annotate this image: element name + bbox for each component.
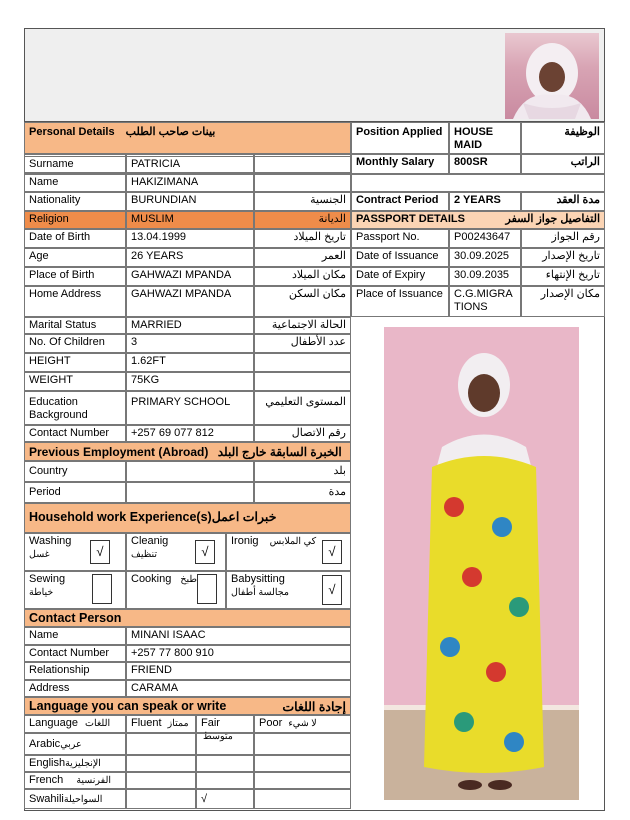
lang-header-fluent-ar: ممتاز	[167, 718, 189, 729]
expiry-date-value: 30.09.2035	[449, 267, 521, 286]
label-religion: Religion	[24, 211, 126, 229]
washing-ar: غسل	[29, 549, 50, 560]
lang-header-poor: Poor	[259, 717, 283, 729]
ironing-checkbox: √	[322, 540, 342, 564]
salary-label: Monthly Salary	[351, 154, 449, 174]
position-label: Position Applied	[351, 122, 449, 154]
washing-checkbox: √	[90, 540, 110, 564]
period-ar: مدة	[254, 482, 351, 503]
position-value: HOUSE MAID	[449, 122, 521, 154]
passport-no-value: P00243647	[449, 229, 521, 248]
lang-swahili-fluent	[126, 789, 196, 809]
label-nationality: Nationality	[24, 192, 126, 211]
ar-contact-number: رقم الاتصال	[254, 425, 351, 442]
sewing-checkbox	[92, 574, 112, 604]
label-surname: Surname	[24, 156, 126, 174]
previous-title: Previous Employment (Abroad)	[29, 445, 209, 459]
applicant-photo-full	[384, 327, 579, 800]
household-title-ar: خبرات اعمل	[211, 510, 277, 524]
issuance-place-label: Place of Issuance	[351, 286, 449, 317]
lang-header-poor-ar: لا شيء	[288, 718, 317, 729]
contract-ar: مدة العقد	[521, 192, 605, 211]
lang-french-fair	[196, 772, 254, 789]
household-cooking	[126, 571, 226, 609]
issuance-date-ar: تاريخ الإصدار	[521, 248, 605, 267]
passport-title: PASSPORT DETAILS	[356, 213, 465, 225]
babysitting-ar: مجالسة أطفال	[231, 587, 290, 598]
cooking-ar: طبخ	[180, 574, 197, 585]
contact-number-value: +257 77 800 910	[126, 645, 351, 662]
label-children: No. Of Children	[24, 334, 126, 353]
value-contact-number: +257 69 077 812	[126, 425, 254, 442]
expiry-date-label: Date of Expiry	[351, 267, 449, 286]
household-ironing	[226, 533, 351, 571]
label-home-address: Home Address	[24, 286, 126, 317]
label-dob: Date of Birth	[24, 229, 126, 248]
ar-pob: مكان الميلاد	[254, 267, 351, 286]
issuance-place-ar: مكان الإصدار	[521, 286, 605, 317]
lang-arabic: Arabic	[29, 738, 61, 750]
contract-label: Contract Period	[351, 192, 449, 211]
passport-no-ar: رقم الجواز	[521, 229, 605, 248]
salary-ar: الراتب	[521, 154, 605, 174]
personal-title-ar: بينات صاحب الطلب	[125, 126, 216, 138]
contact-name-label: Name	[24, 627, 126, 645]
lang-french-fluent	[126, 772, 196, 789]
value-name: HAKIZIMANA	[126, 174, 254, 192]
value-children: 3	[126, 334, 254, 353]
personal-title: Personal Details	[29, 126, 115, 138]
value-dob: 13.04.1999	[126, 229, 254, 248]
lang-header-language-ar: اللغات	[85, 718, 111, 729]
lang-header-language: Language	[29, 717, 78, 729]
label-pob: Place of Birth	[24, 267, 126, 286]
sewing-label: Sewing	[29, 573, 66, 585]
label-name: Name	[24, 174, 126, 192]
household-sewing	[24, 571, 126, 609]
value-pob: GAHWAZI MPANDA	[126, 267, 254, 286]
lang-header-fluent: Fluent	[131, 717, 162, 729]
passport-no-label: Passport No.	[351, 229, 449, 248]
value-age: 26 YEARS	[126, 248, 254, 267]
applicant-photo-small	[505, 33, 599, 119]
passport-title-ar: التفاصيل جواز السفر	[505, 213, 600, 225]
label-contact-number: Contact Number	[24, 425, 126, 442]
cooking-label: Cooking	[131, 573, 172, 585]
lang-english-fluent	[126, 755, 196, 772]
cleaning-ar: تنظيف	[131, 549, 158, 560]
lang-arabic-fair	[196, 733, 254, 755]
lang-english: English	[29, 757, 66, 769]
sewing-ar: خياطة	[29, 587, 54, 598]
position-ar: الوظيفة	[521, 122, 605, 154]
ar-education: المستوى التعليمي	[254, 391, 351, 425]
contact-number-label: Contact Number	[24, 645, 126, 662]
period-value	[126, 482, 254, 503]
lang-arabic-ar: عربي	[60, 739, 82, 750]
ar-home-address: مكان السكن	[254, 286, 351, 317]
value-weight: 75KG	[126, 372, 254, 391]
lang-swahili-fair: √	[196, 789, 254, 809]
country-value	[126, 461, 254, 482]
household-babysitting	[226, 571, 351, 609]
household-title: Household work Experience(s)	[29, 510, 212, 524]
lang-swahili: Swahili	[29, 793, 64, 805]
ar-dob: تاريخ الميلاد	[254, 229, 351, 248]
lang-french: French	[29, 774, 64, 786]
ar-age: العمر	[254, 248, 351, 267]
lang-arabic-fluent	[126, 733, 196, 755]
lang-header-fair: Fair	[201, 717, 220, 729]
contact-address-value: CARAMA	[126, 680, 351, 697]
value-nationality: BURUNDIAN	[126, 192, 254, 211]
babysitting-checkbox: √	[322, 575, 342, 605]
lang-header-fair-ar: متوسط	[203, 731, 233, 742]
value-marital: MARRIED	[126, 317, 254, 334]
value-surname: PATRICIA	[126, 156, 254, 174]
value-home-address: GAHWAZI MPANDA	[126, 286, 254, 317]
country-ar: بلد	[254, 461, 351, 482]
salary-value: 800SR	[449, 154, 521, 174]
ironing-ar: كي الملابس	[269, 536, 317, 547]
previous-title-ar: الخبرة السابقة خارج البلد	[217, 445, 342, 459]
language-title-ar: إجادة اللغات	[282, 700, 346, 714]
contact-relationship-value: FRIEND	[126, 662, 351, 680]
value-religion: MUSLIM	[126, 211, 254, 229]
contact-address-label: Address	[24, 680, 126, 697]
household-washing	[24, 533, 126, 571]
babysitting-label: Babysitting	[231, 573, 285, 585]
language-title: Language you can speak or write	[29, 699, 227, 713]
cleaning-checkbox: √	[195, 540, 215, 564]
label-weight: WEIGHT	[24, 372, 126, 391]
cleaning-label: Cleanig	[131, 535, 169, 547]
contact-relationship-label: Relationship	[24, 662, 126, 680]
ironing-label: Ironig	[231, 535, 259, 547]
lang-english-fair	[196, 755, 254, 772]
label-height: HEIGHT	[24, 353, 126, 372]
label-education: Education Background	[24, 391, 126, 425]
lang-english-ar: الإنجليزية	[65, 758, 101, 769]
issuance-date-value: 30.09.2025	[449, 248, 521, 267]
lang-french-ar: الفرنسية	[76, 775, 111, 786]
value-education: PRIMARY SCHOOL	[126, 391, 254, 425]
issuance-date-label: Date of Issuance	[351, 248, 449, 267]
contract-value: 2 YEARS	[449, 192, 521, 211]
contact-title: Contact Person	[24, 609, 351, 627]
ar-children: عدد الأطفال	[254, 334, 351, 353]
contact-name-value: MINANI ISAAC	[126, 627, 351, 645]
country-label: Country	[24, 461, 126, 482]
ar-religion: الديانة	[254, 211, 351, 229]
cooking-checkbox	[197, 574, 217, 604]
washing-label: Washing	[29, 535, 72, 547]
label-marital: Marital Status	[24, 317, 126, 334]
value-height: 1.62FT	[126, 353, 254, 372]
issuance-place-value: C.G.MIGRATIONS	[449, 286, 521, 317]
ar-marital: الحالة الاجتماعية	[254, 317, 351, 334]
ar-nationality: الجنسية	[254, 192, 351, 211]
label-age: Age	[24, 248, 126, 267]
lang-swahili-ar: السواحيلة	[63, 794, 103, 805]
expiry-date-ar: تاريخ الإنتهاء	[521, 267, 605, 286]
period-label: Period	[24, 482, 126, 503]
household-cleaning	[126, 533, 226, 571]
